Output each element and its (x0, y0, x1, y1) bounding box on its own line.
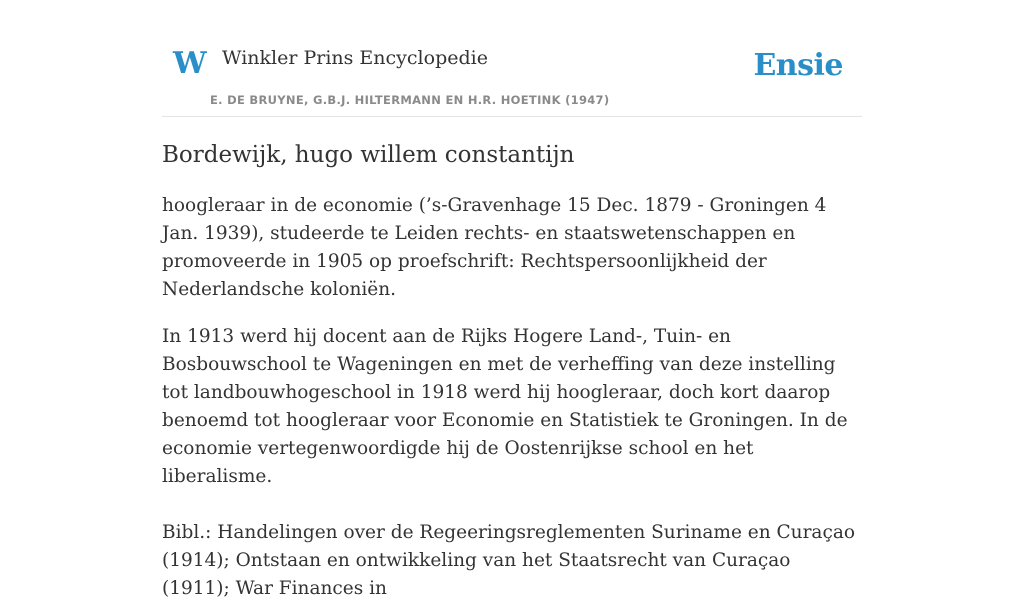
article-body (162, 192, 862, 603)
article-paragraph: In 1913 werd hij docent aan de Rijks Hogere Land-, Tuin- en Bosbouwschool te Wageningen en met de verheffing van deze instelling tot landbouwhogeschool in 1918 werd hij hoogleraar, doch kort daarop benoemd tot hoogleraar voor Economie en Statistiek te Groningen. In de economie vertegenwoordigde hij de Oostenrijkse school en het liberalisme. (162, 326, 848, 487)
article-bibliography: Bibl.: Handelingen over de Regeeringsreglementen Suriname en Curaçao (1914); Ontstaan en ontwikkeling van het Staatsrecht van Curaçao (1911); War Finances in (162, 522, 855, 599)
page (162, 0, 862, 599)
publication-authors: E. DE BRUYNE, G.B.J. HILTERMANN EN H.R. HOETINK (1947) (210, 93, 610, 107)
publication-title[interactable]: Winkler Prins Encyclopedie (222, 47, 488, 69)
ensie-logo[interactable]: Ensie (753, 48, 843, 83)
winkler-prins-logo[interactable]: W (173, 46, 207, 81)
article-title: Bordewijk, hugo willem constantijn (162, 142, 575, 168)
site-header (162, 0, 862, 117)
article-paragraph: hoogleraar in de economie (’s-Gravenhage 15 Dec. 1879 - Groningen 4 Jan. 1939), studeerde te Leiden rechts- en staatswetenschappen en promoveerde in 1905 op proefschrift: Rechtspersoonlijkheid der Nederlandsche koloniën. (162, 195, 827, 300)
